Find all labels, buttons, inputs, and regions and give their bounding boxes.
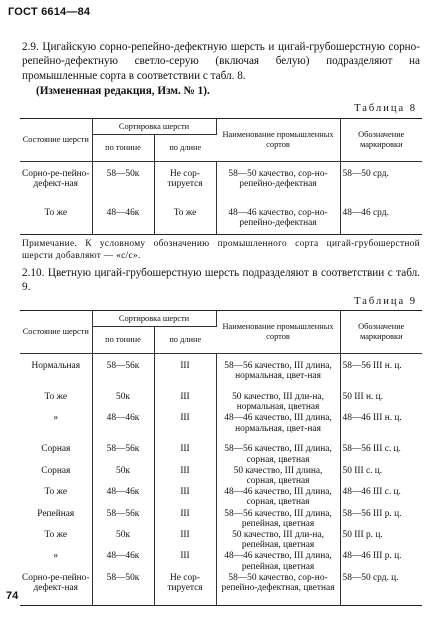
- page-number: 74: [6, 590, 19, 602]
- table-8: [20, 118, 422, 235]
- cell-mark: 58—50 срд.: [342, 169, 389, 179]
- table-row: [20, 508, 422, 529]
- cell-name: 58—50 качество, сор-но-репейно-дефектная, цветная: [216, 572, 340, 606]
- cell-length: III: [154, 550, 216, 571]
- cell-state: Сорная: [20, 465, 92, 486]
- cell-fineness: 48—46к: [92, 486, 154, 507]
- cell-name: 58—56 качество, III длина, сорная, цветная: [216, 443, 340, 464]
- cell-mark: 48—46 III с. ц.: [342, 487, 401, 498]
- cell-fineness: 58—50к: [92, 572, 154, 606]
- cell-state: »: [20, 412, 92, 443]
- cell-state: Сорно-ре-пейно-дефект-ная: [20, 168, 92, 207]
- cell-name: 58—56 качество, III длина, нормальная, цвет-ная: [216, 360, 340, 391]
- table-8-header-fineness: по тонине: [92, 135, 154, 162]
- cell-mark: 58—50 срд. ц.: [342, 572, 399, 583]
- cell-fineness: 50к: [92, 391, 154, 412]
- cell-mark: 50 III с. ц.: [342, 465, 383, 476]
- table-8-header-name: Наименование промышленных сортов: [216, 119, 340, 162]
- cell-name: 58—56 качество, III длина, репейная, цветная: [216, 508, 340, 529]
- cell-length: III: [154, 391, 216, 412]
- cell-name: 50 качество, III дли-на, нормальная, цветная: [216, 391, 340, 412]
- table-9: [20, 310, 422, 606]
- cell-mark: 48—46 срд.: [342, 208, 389, 218]
- cell-state: То же: [20, 207, 92, 235]
- table-9-header-sorting: Сортировка шерсти: [92, 311, 216, 327]
- table-8-header-marking: Обозначение маркировки: [340, 119, 422, 162]
- table-8-header-state: Состояние шерсти: [20, 119, 92, 162]
- cell-length: III: [154, 529, 216, 550]
- cell-length: То же: [154, 207, 216, 235]
- table-row: [20, 412, 422, 443]
- table-8-note: Примечание. К условному обозначению промышленного сорта цигай-грубошерстной шерсти добавляют — «с/с».: [22, 239, 420, 261]
- amendment-note: (Измененная редакция, Изм. № 1).: [36, 85, 210, 97]
- paragraph-2-9: [22, 40, 420, 83]
- cell-name: 48—46 качество, III длина, нормальная, цвет-ная: [216, 412, 340, 443]
- table-row: [20, 486, 422, 507]
- table-row: [20, 168, 422, 207]
- cell-fineness: 58—50к: [92, 168, 154, 207]
- cell-state: Сорная: [20, 443, 92, 464]
- table-9-header-length: по длине: [154, 327, 216, 354]
- cell-state: »: [20, 550, 92, 571]
- cell-length: III: [154, 486, 216, 507]
- cell-fineness: 48—46к: [92, 550, 154, 571]
- cell-fineness: 48—46к: [92, 207, 154, 235]
- cell-state: То же: [20, 486, 92, 507]
- document-header: ГОСТ 6614—84: [8, 6, 91, 18]
- cell-state: Сорно-ре-пейно-дефект-ная: [20, 572, 92, 606]
- table-row: [20, 465, 422, 486]
- cell-length: III: [154, 508, 216, 529]
- cell-name: 48—46 качество, сор-но-репейно-дефектная: [216, 207, 340, 235]
- paragraph-2-10-text: 2.10. Цветную цигай-грубошерстную шерсть подразделяют в соответствии с табл. 9.: [22, 267, 420, 294]
- table-row: [20, 443, 422, 464]
- table-9-header-marking: Обозначение маркировки: [340, 311, 422, 354]
- table-8-caption: Таблица 8: [354, 103, 417, 114]
- cell-mark: 58—56 III н. ц.: [342, 361, 402, 371]
- cell-length: III: [154, 412, 216, 443]
- cell-state: То же: [20, 391, 92, 412]
- table-9-caption: Таблица 9: [354, 296, 417, 307]
- cell-name: 50 качество, III длина, сорная, цветная: [216, 465, 340, 486]
- table-row: [20, 360, 422, 391]
- cell-mark: 58—56 III р. ц.: [342, 508, 402, 519]
- cell-mark: 48—46 III р. ц.: [342, 551, 402, 562]
- table-8-header-sorting: Сортировка шерсти: [92, 119, 216, 135]
- cell-name: 48—46 качество, III длина, репейная, цветная: [216, 550, 340, 571]
- table-row: [20, 207, 422, 235]
- cell-name: 50 качество, III дли-на, репейная, цветная: [216, 529, 340, 550]
- table-9-header-state: Состояние шерсти: [20, 311, 92, 354]
- cell-length: Не сор-тируется: [154, 168, 216, 207]
- cell-fineness: 50к: [92, 465, 154, 486]
- cell-length: III: [154, 443, 216, 464]
- cell-length: Не сор-тируется: [154, 572, 216, 606]
- cell-mark: 48—46 III н. ц.: [342, 413, 402, 424]
- table-9-header-name: Наименование промышленных сортов: [216, 311, 340, 354]
- table-8-header-length: по длине: [154, 135, 216, 162]
- cell-fineness: 58—56к: [92, 360, 154, 391]
- cell-state: Репейная: [20, 508, 92, 529]
- paragraph-2-9-text: 2.9. Цигайскую сорно-репейно-дефектную шерсть и цигай-грубошерстную сорно-репейно-дефектную светло-серую (включая белую) подразделяют на промышленные сорта в соответствии с табл. 8.: [22, 41, 420, 82]
- table-9-header-fineness: по тонине: [92, 327, 154, 354]
- cell-length: III: [154, 465, 216, 486]
- paragraph-2-10: [22, 266, 420, 295]
- table-row: [20, 529, 422, 550]
- cell-fineness: 50к: [92, 529, 154, 550]
- cell-fineness: 48—46к: [92, 412, 154, 443]
- cell-mark: 50 III н. ц.: [342, 392, 384, 402]
- cell-state: Нормальная: [20, 360, 92, 391]
- cell-length: III: [154, 360, 216, 391]
- cell-mark: 50 III р. ц.: [342, 530, 383, 541]
- cell-fineness: 58—56к: [92, 508, 154, 529]
- table-row: [20, 391, 422, 412]
- cell-mark: 58—56 III с. ц.: [342, 444, 401, 455]
- table-row: [20, 572, 422, 606]
- cell-name: 58—50 качество, сор-но-репейно-дефектная: [216, 168, 340, 207]
- cell-name: 48—46 качество, III длина, сорная, цветная: [216, 486, 340, 507]
- cell-state: То же: [20, 529, 92, 550]
- cell-fineness: 58—56к: [92, 443, 154, 464]
- table-row: [20, 550, 422, 571]
